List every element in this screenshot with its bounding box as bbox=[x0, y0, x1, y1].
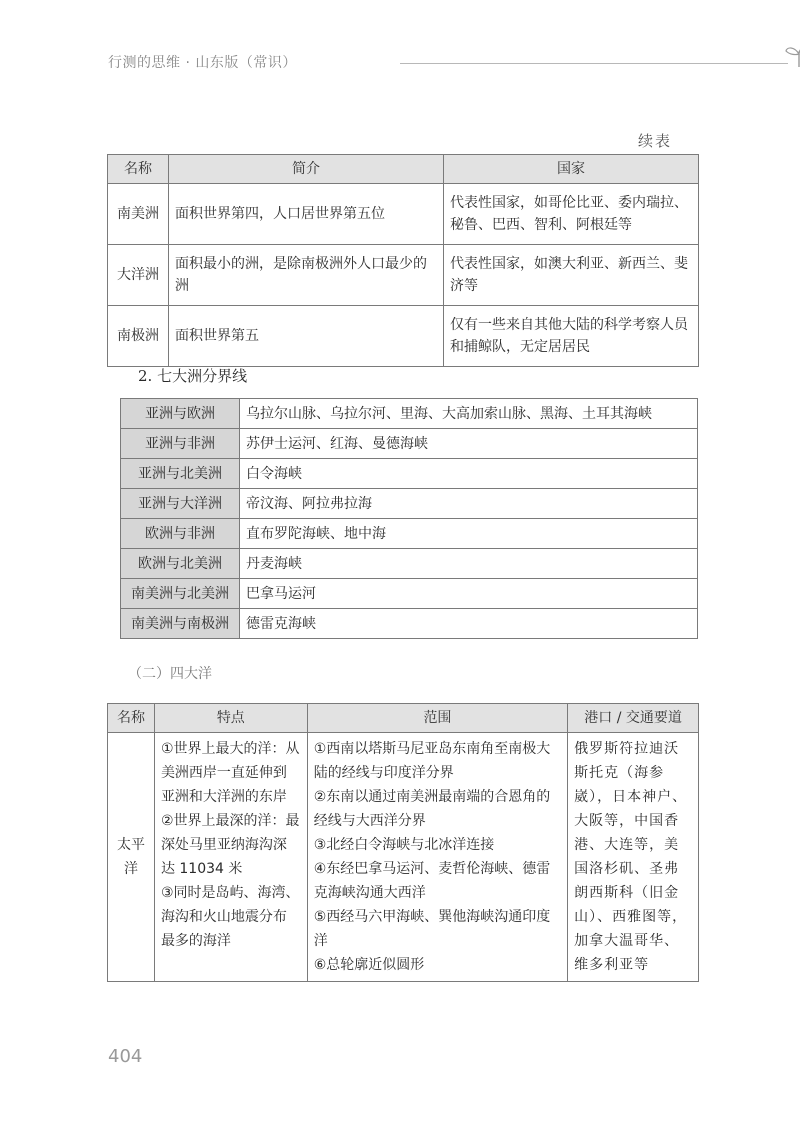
ocean-name: 太平洋 bbox=[108, 733, 155, 982]
col-name: 名称 bbox=[108, 704, 155, 733]
continent-intro: 面积世界第四，人口居世界第五位 bbox=[169, 184, 444, 245]
table-row bbox=[121, 429, 698, 459]
col-ports: 港口 / 交通要道 bbox=[568, 704, 699, 733]
page-number: 404 bbox=[108, 1046, 143, 1067]
ocean-ports bbox=[568, 733, 699, 982]
col-intro: 简介 bbox=[169, 155, 444, 184]
header-rule bbox=[400, 63, 788, 64]
range-item: ②东南以通过南美洲最南端的合恩角的经线与大西洋分界 bbox=[313, 789, 551, 829]
table-row bbox=[108, 733, 699, 982]
continent-pair: 欧洲与非洲 bbox=[121, 519, 240, 549]
table-row bbox=[108, 245, 699, 306]
boundary-line: 帝汶海、阿拉弗拉海 bbox=[240, 489, 698, 519]
oceans-table bbox=[107, 703, 699, 982]
continent-name: 南美洲 bbox=[108, 184, 169, 245]
feature-item: ③同时是岛屿、海湾、海沟和火山地震分布最多的海洋 bbox=[160, 885, 300, 949]
book-title: 行测的思维 · 山东版（常识） bbox=[108, 55, 297, 71]
boundary-line: 德雷克海峡 bbox=[240, 609, 698, 639]
continued-label: 续表 bbox=[637, 132, 672, 150]
continent-pair: 亚洲与大洋洲 bbox=[121, 489, 240, 519]
boundary-line: 巴拿马运河 bbox=[240, 579, 698, 609]
feature-item: ②世界上最深的洋：最深处马里亚纳海沟深达 11034 米 bbox=[160, 813, 300, 877]
table-row bbox=[121, 459, 698, 489]
feature-item: ①世界上最大的洋：从美洲西岸一直延伸到亚洲和大洋洲的东岸 bbox=[160, 741, 300, 805]
section-heading: （二）四大洋 bbox=[128, 666, 212, 682]
continents-table bbox=[107, 154, 699, 367]
table-row bbox=[121, 579, 698, 609]
table-row bbox=[121, 399, 698, 429]
ocean-features bbox=[154, 733, 307, 982]
continent-name: 大洋洲 bbox=[108, 245, 169, 306]
table-row bbox=[108, 184, 699, 245]
ports-text: 俄罗斯符拉迪沃斯托克（海参崴），日本神户、大阪等，中国香港、大连等，美国洛杉矶、圣弗朗西斯科（旧金山）、西雅图等，加拿大温哥华、维多利亚等 bbox=[574, 741, 688, 973]
table-row bbox=[121, 519, 698, 549]
boundaries-table bbox=[120, 398, 698, 639]
boundary-line: 乌拉尔山脉、乌拉尔河、里海、大高加索山脉、黑海、土耳其海峡 bbox=[240, 399, 698, 429]
continent-countries: 代表性国家，如哥伦比亚、委内瑞拉、秘鲁、巴西、智利、阿根廷等 bbox=[444, 184, 699, 245]
continent-pair: 南美洲与南极洲 bbox=[121, 609, 240, 639]
continent-intro: 面积世界第五 bbox=[169, 306, 444, 367]
continent-pair: 亚洲与非洲 bbox=[121, 429, 240, 459]
sprout-icon bbox=[784, 42, 800, 68]
continent-intro: 面积最小的洲，是除南极洲外人口最少的洲 bbox=[169, 245, 444, 306]
col-countries: 国家 bbox=[444, 155, 699, 184]
table-row bbox=[108, 306, 699, 367]
range-item: ⑥总轮廓近似圆形 bbox=[313, 957, 425, 973]
range-item: ③北经白令海峡与北冰洋连接 bbox=[313, 837, 495, 853]
boundary-line: 丹麦海峡 bbox=[240, 549, 698, 579]
table-header-row bbox=[108, 155, 699, 184]
col-range: 范围 bbox=[307, 704, 567, 733]
continent-pair: 南美洲与北美洲 bbox=[121, 579, 240, 609]
boundary-line: 白令海峡 bbox=[240, 459, 698, 489]
boundary-line: 苏伊士运河、红海、曼德海峡 bbox=[240, 429, 698, 459]
range-item: ①西南以塔斯马尼亚岛东南角至南极大陆的经线与印度洋分界 bbox=[313, 741, 551, 781]
continent-pair: 欧洲与北美洲 bbox=[121, 549, 240, 579]
table-row bbox=[121, 489, 698, 519]
continent-name: 南极洲 bbox=[108, 306, 169, 367]
table-header-row bbox=[108, 704, 699, 733]
boundary-line: 直布罗陀海峡、地中海 bbox=[240, 519, 698, 549]
continent-pair: 亚洲与欧洲 bbox=[121, 399, 240, 429]
col-name: 名称 bbox=[108, 155, 169, 184]
continent-pair: 亚洲与北美洲 bbox=[121, 459, 240, 489]
continent-countries: 仅有一些来自其他大陆的科学考察人员和捕鲸队，无定居居民 bbox=[444, 306, 699, 367]
range-item: ④东经巴拿马运河、麦哲伦海峡、德雷克海峡沟通大西洋 bbox=[313, 861, 551, 901]
ocean-range bbox=[307, 733, 567, 982]
range-item: ⑤西经马六甲海峡、巽他海峡沟通印度洋 bbox=[313, 909, 551, 949]
continent-countries: 代表性国家，如澳大利亚、新西兰、斐济等 bbox=[444, 245, 699, 306]
table-row bbox=[121, 609, 698, 639]
col-features: 特点 bbox=[154, 704, 307, 733]
section-heading: 2. 七大洲分界线 bbox=[138, 367, 248, 385]
table-row bbox=[121, 549, 698, 579]
running-header bbox=[108, 50, 708, 74]
